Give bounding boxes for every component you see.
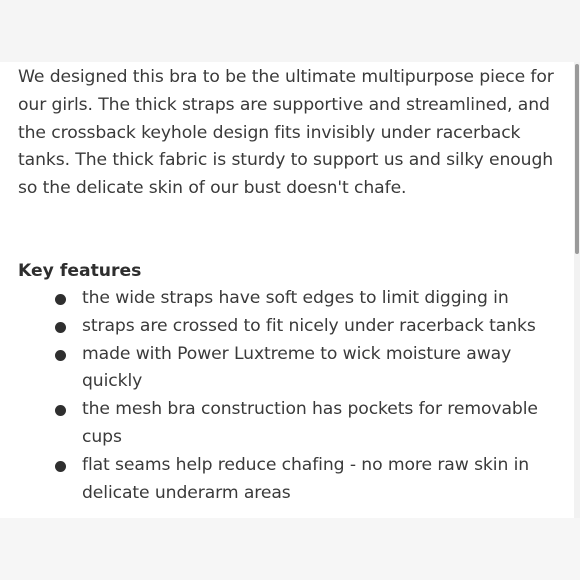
list-item	[0, 452, 560, 508]
feature-text: straps are crossed to fit nicely under racerback tanks	[82, 315, 536, 336]
bullet-icon	[55, 322, 66, 333]
feature-text: the wide straps have soft edges to limit digging in	[82, 288, 509, 308]
bullet-icon	[55, 294, 66, 305]
feature-text: the mesh bra construction has pockets for removable cups	[82, 399, 538, 447]
product-description-text: We designed this bra to be the ultimate multipurpose piece for our girls. The thick straps are supportive and streamlined, and the crossback keyhole design fits invisibly under racerback tanks. The thick fabric is sturdy to support us and silky enough so the delicate skin of our bust doesn't chafe.	[18, 67, 554, 199]
bottom-margin	[0, 518, 580, 580]
bullet-icon	[55, 405, 66, 416]
bullet-icon	[55, 350, 66, 361]
key-features-heading: Key features	[18, 261, 142, 281]
scrollbar-thumb[interactable]	[575, 64, 579, 254]
top-margin	[0, 0, 580, 62]
bullet-icon	[55, 461, 66, 472]
feature-text: made with Power Luxtreme to wick moisture away quickly	[82, 343, 512, 392]
key-features-list	[0, 285, 560, 507]
list-item	[0, 396, 560, 452]
list-item	[0, 313, 560, 341]
list-item	[0, 285, 560, 313]
list-item	[0, 341, 560, 397]
feature-text: flat seams help reduce chafing - no more raw skin in delicate underarm areas	[82, 454, 530, 503]
